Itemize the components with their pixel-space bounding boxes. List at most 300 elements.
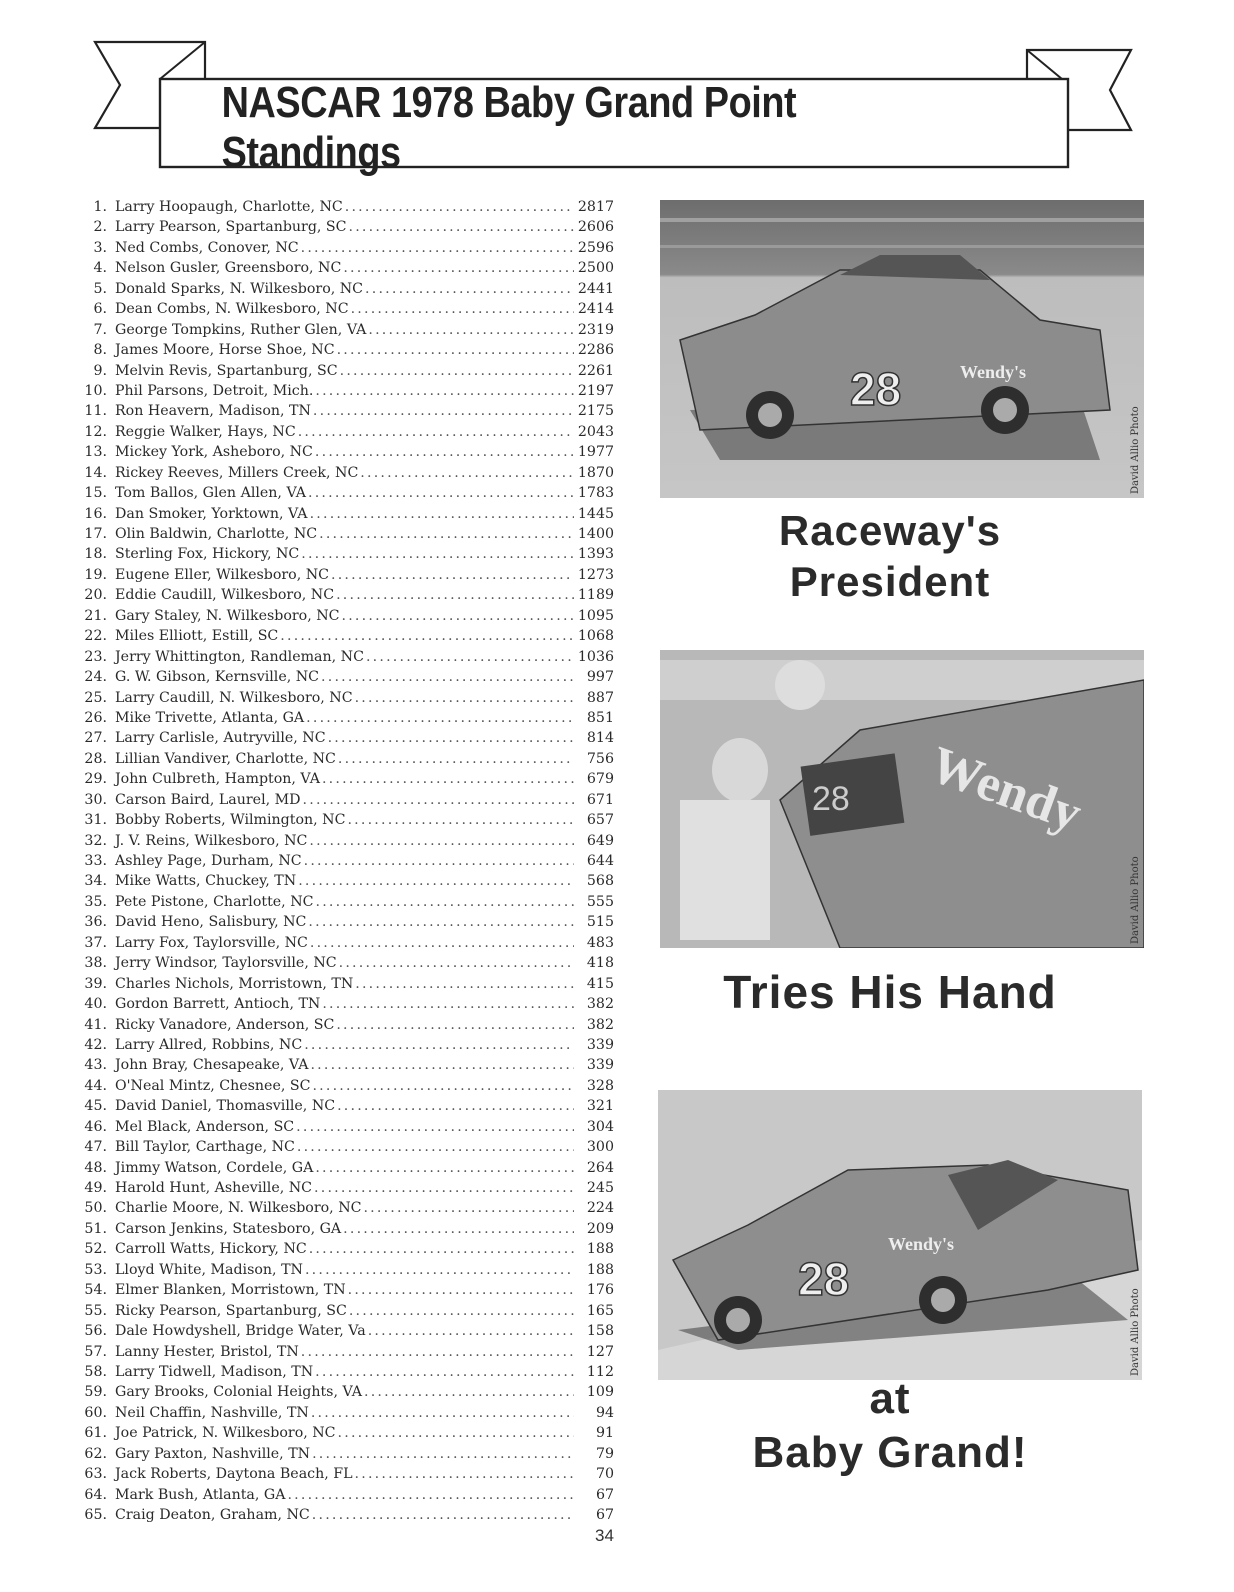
points-value: 1036 xyxy=(577,648,614,665)
rank-number: 60. xyxy=(84,1404,107,1421)
rank-number: 29. xyxy=(84,771,107,788)
driver-name-hometown: Pete Pistone, Charlotte, NC xyxy=(115,893,314,910)
car-number-28: 28 xyxy=(850,363,902,415)
rank-number: 8. xyxy=(93,342,107,359)
driver-name-hometown: Harold Hunt, Asheville, NC xyxy=(115,1180,313,1196)
driver-name-hometown: Dean Combs, N. Wilkesboro, NC xyxy=(115,301,349,318)
rank-number: 10. xyxy=(84,382,107,399)
headline-line: Baby Grand! xyxy=(752,1427,1028,1477)
driver-name-hometown: Carroll Watts, Hickory, NC xyxy=(115,1241,307,1258)
driver-name-hometown: Larry Hoopaugh, Charlotte, NC xyxy=(115,199,343,215)
standings-row xyxy=(74,565,614,585)
driver-name-hometown: Miles Elliott, Estill, SC xyxy=(115,628,279,645)
standings-row xyxy=(74,647,614,667)
rank-number: 56. xyxy=(84,1323,107,1340)
driver-name-hometown: Carson Jenkins, Statesboro, GA xyxy=(115,1220,342,1237)
standings-row xyxy=(74,340,614,360)
driver-name-hometown: Dan Smoker, Yorktown, VA xyxy=(115,505,308,522)
points-value: 415 xyxy=(586,975,614,992)
rank-number: 21. xyxy=(84,607,107,624)
dot-leader xyxy=(351,299,574,319)
dot-leader xyxy=(310,1055,574,1075)
points-value: 555 xyxy=(586,893,614,910)
standings-row xyxy=(74,790,614,810)
page-number: 34 xyxy=(595,1526,614,1545)
dot-leader xyxy=(347,810,574,830)
standings-row xyxy=(74,974,614,994)
standings-row xyxy=(74,361,614,381)
dot-leader xyxy=(310,933,574,953)
dot-leader xyxy=(313,401,574,421)
points-value: 339 xyxy=(586,1036,614,1053)
points-value: 418 xyxy=(586,955,614,972)
driver-name-hometown: Melvin Revis, Spartanburg, SC xyxy=(115,362,338,379)
points-value: 94 xyxy=(595,1404,614,1421)
standings-row xyxy=(74,1444,614,1464)
standings-row xyxy=(74,1158,614,1178)
points-value: 127 xyxy=(586,1343,614,1360)
dot-leader xyxy=(315,1362,574,1382)
rank-number: 17. xyxy=(84,526,107,542)
points-value: 2197 xyxy=(577,382,614,399)
rank-number: 34. xyxy=(84,873,107,890)
dot-leader xyxy=(312,1505,574,1525)
dot-leader xyxy=(345,197,574,217)
standings-row xyxy=(74,1198,614,1218)
points-value: 2500 xyxy=(577,260,614,277)
rank-number: 38. xyxy=(84,955,107,972)
dot-leader xyxy=(303,790,574,810)
points-value: 756 xyxy=(586,750,614,767)
dot-leader xyxy=(304,851,574,871)
points-value: 67 xyxy=(595,1486,614,1503)
driver-name-hometown: Ron Heavern, Madison, TN xyxy=(115,403,311,420)
driver-name-hometown: Eugene Eller, Wilkesboro, NC xyxy=(115,566,330,583)
standings-row xyxy=(74,1301,614,1321)
rank-number: 14. xyxy=(84,464,107,481)
rank-number: 9. xyxy=(93,362,107,379)
car-number-28: 28 xyxy=(798,1253,850,1305)
dot-leader xyxy=(355,974,574,994)
driver-name-hometown: Mike Watts, Chuckey, TN xyxy=(115,873,297,890)
rank-number: 63. xyxy=(84,1466,107,1483)
standings-row xyxy=(74,831,614,851)
dot-leader xyxy=(312,1444,574,1464)
rank-number: 7. xyxy=(93,321,107,338)
driver-name-hometown: Neil Chaffin, Nashville, TN xyxy=(115,1404,309,1421)
standings-row xyxy=(74,769,614,789)
driver-name-hometown: Charlie Moore, N. Wilkesboro, NC xyxy=(115,1200,362,1217)
rank-number: 18. xyxy=(84,546,107,563)
rank-number: 46. xyxy=(84,1118,107,1135)
points-value: 2261 xyxy=(577,362,614,379)
standings-row xyxy=(74,544,614,564)
points-value: 1977 xyxy=(577,444,614,461)
rank-number: 6. xyxy=(93,301,107,318)
standings-row xyxy=(74,217,614,237)
standings-row xyxy=(74,708,614,728)
rank-number: 65. xyxy=(84,1507,107,1523)
dot-leader xyxy=(355,688,574,708)
points-value: 109 xyxy=(586,1384,614,1401)
driver-name-hometown: Mel Black, Anderson, SC xyxy=(115,1118,295,1135)
dot-leader xyxy=(298,422,574,442)
points-value: 887 xyxy=(586,689,614,706)
rank-number: 62. xyxy=(84,1445,107,1462)
headline-middle: Tries His Hand xyxy=(723,966,1057,1018)
standings-row xyxy=(74,1219,614,1239)
points-value: 1870 xyxy=(577,464,614,481)
points-value: 209 xyxy=(586,1220,614,1237)
dot-leader xyxy=(340,361,574,381)
rank-number: 1. xyxy=(93,199,107,215)
points-value: 2414 xyxy=(577,301,614,318)
driver-name-hometown: Elmer Blanken, Morristown, TN xyxy=(115,1282,346,1299)
driver-name-hometown: Donald Sparks, N. Wilkesboro, NC xyxy=(115,280,364,297)
driver-name-hometown: Jerry Windsor, Taylorsville, NC xyxy=(115,955,337,972)
points-value: 483 xyxy=(586,934,614,951)
driver-name-hometown: Dale Howdyshell, Bridge Water, Va xyxy=(115,1323,366,1340)
standings-row xyxy=(74,892,614,912)
driver-name-hometown: Gary Paxton, Nashville, TN xyxy=(115,1445,311,1462)
driver-name-hometown: Larry Tidwell, Madison, TN xyxy=(115,1363,314,1380)
driver-name-hometown: Bill Taylor, Carthage, NC xyxy=(115,1139,295,1156)
standings-row xyxy=(74,749,614,769)
points-value: 2175 xyxy=(577,403,614,420)
points-value: 264 xyxy=(586,1159,614,1176)
driver-name-hometown: Carson Baird, Laurel, MD xyxy=(115,791,301,808)
driver-name-hometown: Mike Trivette, Atlanta, GA xyxy=(115,709,305,726)
driver-name-hometown: Larry Fox, Taylorsville, NC xyxy=(115,934,308,951)
dot-leader xyxy=(308,483,574,503)
dot-leader xyxy=(328,728,574,748)
rank-number: 19. xyxy=(84,566,107,583)
points-value: 245 xyxy=(586,1180,614,1196)
points-value: 2596 xyxy=(577,239,614,256)
standings-row xyxy=(74,1096,614,1116)
standings-row xyxy=(74,1035,614,1055)
rank-number: 2. xyxy=(93,219,107,236)
driver-name-hometown: David Daniel, Thomasville, NC xyxy=(115,1098,336,1115)
standings-row xyxy=(74,1117,614,1137)
driver-name-hometown: Eddie Caudill, Wilkesboro, NC xyxy=(115,587,335,604)
points-value: 176 xyxy=(586,1282,614,1299)
driver-name-hometown: Tom Ballos, Glen Allen, VA xyxy=(115,485,306,502)
rank-number: 15. xyxy=(84,485,107,502)
headline-bottom xyxy=(650,1372,1130,1479)
driver-name-hometown: Phil Parsons, Detroit, Mich. xyxy=(115,382,314,399)
points-value: 657 xyxy=(586,812,614,829)
dot-leader xyxy=(339,953,574,973)
points-value: 112 xyxy=(586,1363,614,1380)
driver-name-hometown: Larry Caudill, N. Wilkesboro, NC xyxy=(115,689,353,706)
driver-name-hometown: Lanny Hester, Bristol, TN xyxy=(115,1343,299,1360)
standings-row xyxy=(74,483,614,503)
photo-credit: David Allio Photo xyxy=(1130,1288,1141,1376)
standings-row xyxy=(74,1076,614,1096)
dot-leader xyxy=(304,1035,574,1055)
dot-leader xyxy=(331,565,574,585)
standings-row xyxy=(74,626,614,646)
standings-row xyxy=(74,381,614,401)
rank-number: 35. xyxy=(84,893,107,910)
driver-name-hometown: Lillian Vandiver, Charlotte, NC xyxy=(115,750,336,767)
rank-number: 64. xyxy=(84,1486,107,1503)
rank-number: 23. xyxy=(84,648,107,665)
driver-name-hometown: G. W. Gibson, Kernsville, NC xyxy=(115,669,320,686)
standings-row xyxy=(74,1055,614,1075)
rank-number: 13. xyxy=(84,444,107,461)
dot-leader xyxy=(311,1403,574,1423)
points-value: 158 xyxy=(586,1323,614,1340)
rank-number: 39. xyxy=(84,975,107,992)
rank-number: 27. xyxy=(84,730,107,747)
dot-leader xyxy=(337,1096,574,1116)
standings-row xyxy=(74,279,614,299)
dot-leader xyxy=(296,1117,574,1137)
rank-number: 49. xyxy=(84,1180,107,1196)
rank-number: 26. xyxy=(84,709,107,726)
rank-number: 12. xyxy=(84,423,107,440)
points-value: 339 xyxy=(586,1057,614,1074)
points-value: 1400 xyxy=(577,526,614,542)
rank-number: 59. xyxy=(84,1384,107,1401)
dot-leader xyxy=(343,1219,574,1239)
driver-name-hometown: Gordon Barrett, Antioch, TN xyxy=(115,996,321,1013)
points-value: 1095 xyxy=(577,607,614,624)
driver-name-hometown: Gary Brooks, Colonial Heights, VA xyxy=(115,1384,362,1401)
driver-name-hometown: Larry Allred, Robbins, NC xyxy=(115,1036,303,1053)
standings-row xyxy=(74,1178,614,1198)
dot-leader xyxy=(349,1301,574,1321)
dot-leader xyxy=(343,258,574,278)
rank-number: 61. xyxy=(84,1425,107,1442)
driver-name-hometown: Larry Carlisle, Autryville, NC xyxy=(115,730,326,747)
standings-row xyxy=(74,1239,614,1259)
dot-leader xyxy=(312,1076,574,1096)
standings-row xyxy=(74,912,614,932)
driver-name-hometown: Ricky Pearson, Spartanburg, SC xyxy=(115,1302,347,1319)
rank-number: 53. xyxy=(84,1261,107,1278)
standings-row xyxy=(74,994,614,1014)
driver-name-hometown: Charles Nichols, Morristown, TN xyxy=(115,975,354,992)
points-value: 382 xyxy=(586,996,614,1013)
points-value: 814 xyxy=(586,730,614,747)
standings-row xyxy=(74,1015,614,1035)
standings-row xyxy=(74,1382,614,1402)
driver-name-hometown: Jerry Whittington, Randleman, NC xyxy=(115,648,364,665)
points-value: 515 xyxy=(586,914,614,931)
rank-number: 30. xyxy=(84,791,107,808)
standings-row xyxy=(74,463,614,483)
dot-leader xyxy=(315,892,574,912)
standings-row xyxy=(74,401,614,421)
dot-leader xyxy=(322,769,574,789)
rank-number: 58. xyxy=(84,1363,107,1380)
rank-number: 16. xyxy=(84,505,107,522)
points-value: 649 xyxy=(586,832,614,849)
standings-row xyxy=(74,1342,614,1362)
dot-leader xyxy=(366,647,574,667)
rank-number: 45. xyxy=(84,1098,107,1115)
dot-leader xyxy=(336,1015,574,1035)
dot-leader xyxy=(349,217,574,237)
driver-name-hometown: Craig Deaton, Graham, NC xyxy=(115,1507,310,1523)
standings-list xyxy=(74,197,614,1525)
rank-number: 22. xyxy=(84,628,107,645)
driver-name-hometown: Mark Bush, Atlanta, GA xyxy=(115,1486,286,1503)
dot-leader xyxy=(322,994,574,1014)
rank-number: 31. xyxy=(84,812,107,829)
photo-credit: David Allio Photo xyxy=(1130,856,1141,944)
standings-row xyxy=(74,299,614,319)
photo-credit: David Allio Photo xyxy=(1130,406,1141,494)
dot-leader xyxy=(337,340,574,360)
rank-number: 40. xyxy=(84,996,107,1013)
title-banner xyxy=(0,0,1234,180)
points-value: 851 xyxy=(586,709,614,726)
standings-row xyxy=(74,320,614,340)
standings-row xyxy=(74,1403,614,1423)
points-value: 568 xyxy=(586,873,614,890)
sponsor-logo-text: Wendy's xyxy=(888,1234,955,1254)
race-car-image xyxy=(660,200,1144,498)
rank-number: 37. xyxy=(84,934,107,951)
driver-name-hometown: Reggie Walker, Hays, NC xyxy=(115,423,296,440)
dot-leader xyxy=(321,667,574,687)
driver-name-hometown: Ned Combs, Conover, NC xyxy=(115,239,299,256)
points-value: 224 xyxy=(586,1200,614,1217)
rank-number: 42. xyxy=(84,1036,107,1053)
standings-row xyxy=(74,606,614,626)
standings-row xyxy=(74,688,614,708)
driver-name-hometown: Bobby Roberts, Wilmington, NC xyxy=(115,812,346,829)
rank-number: 4. xyxy=(93,260,107,277)
points-value: 1445 xyxy=(577,505,614,522)
rank-number: 11. xyxy=(84,403,107,420)
dot-leader xyxy=(287,1485,574,1505)
rank-number: 47. xyxy=(84,1139,107,1156)
dot-leader xyxy=(309,831,574,851)
standings-row xyxy=(74,1280,614,1300)
dot-leader xyxy=(336,585,574,605)
dot-leader xyxy=(363,1198,574,1218)
dot-leader xyxy=(297,1137,574,1157)
rank-number: 28. xyxy=(84,750,107,767)
standings-row xyxy=(74,1362,614,1382)
points-value: 70 xyxy=(595,1466,614,1483)
standings-row xyxy=(74,1423,614,1443)
points-value: 1393 xyxy=(577,546,614,563)
dot-leader xyxy=(308,912,574,932)
points-value: 67 xyxy=(595,1507,614,1523)
points-value: 2043 xyxy=(577,423,614,440)
driver-name-hometown: George Tompkins, Ruther Glen, VA xyxy=(115,321,367,338)
sponsor-logo-text: Wendy xyxy=(922,735,1089,843)
dot-leader xyxy=(315,442,574,462)
points-value: 188 xyxy=(586,1261,614,1278)
rank-number: 52. xyxy=(84,1241,107,1258)
dot-leader xyxy=(306,708,574,728)
rank-number: 20. xyxy=(84,587,107,604)
rank-number: 32. xyxy=(84,832,107,849)
dot-leader xyxy=(319,524,574,544)
points-value: 1068 xyxy=(577,628,614,645)
points-value: 382 xyxy=(586,1016,614,1033)
points-value: 671 xyxy=(586,791,614,808)
headline-line: Raceway's xyxy=(778,507,1002,554)
standings-row xyxy=(74,238,614,258)
dot-leader xyxy=(355,1464,574,1484)
standings-row xyxy=(74,1505,614,1525)
points-value: 91 xyxy=(595,1425,614,1442)
driver-name-hometown: David Heno, Salisbury, NC xyxy=(115,914,307,931)
dot-leader xyxy=(314,1178,574,1198)
standings-row xyxy=(74,933,614,953)
points-value: 644 xyxy=(586,853,614,869)
rank-number: 54. xyxy=(84,1282,107,1299)
points-value: 997 xyxy=(586,669,614,686)
rank-number: 57. xyxy=(84,1343,107,1360)
rank-number: 50. xyxy=(84,1200,107,1217)
rank-number: 33. xyxy=(84,853,107,869)
points-value: 79 xyxy=(595,1445,614,1462)
race-car-image xyxy=(658,1090,1142,1380)
points-value: 321 xyxy=(586,1098,614,1115)
sponsor-logo-text: Wendy's xyxy=(960,362,1027,382)
headline-line: President xyxy=(789,558,991,606)
photo-race-car-track xyxy=(660,200,1144,498)
standings-row xyxy=(74,851,614,871)
rank-number: 48. xyxy=(84,1159,107,1176)
standings-row xyxy=(74,953,614,973)
dot-leader xyxy=(280,626,574,646)
dot-leader xyxy=(368,320,574,340)
dot-leader xyxy=(309,1239,574,1259)
standings-row xyxy=(74,1464,614,1484)
dot-leader xyxy=(338,749,574,769)
points-value: 2817 xyxy=(577,199,614,215)
headline-top xyxy=(650,505,1130,607)
driver-name-hometown: Nelson Gusler, Greensboro, NC xyxy=(115,260,342,277)
car-number-28: 28 xyxy=(812,780,850,818)
standings-row xyxy=(74,258,614,278)
dot-leader xyxy=(298,871,574,891)
driver-name-hometown: Gary Staley, N. Wilkesboro, NC xyxy=(115,607,340,624)
rank-number: 55. xyxy=(84,1302,107,1319)
driver-name-hometown: Ashley Page, Durham, NC xyxy=(115,853,302,869)
standings-row xyxy=(74,1137,614,1157)
dot-leader xyxy=(348,1280,574,1300)
dot-leader xyxy=(360,463,574,483)
headline-line: at xyxy=(869,1374,911,1423)
points-value: 2286 xyxy=(577,342,614,359)
driver-name-hometown: Ricky Vanadore, Anderson, SC xyxy=(115,1016,335,1033)
dot-leader xyxy=(365,279,574,299)
points-value: 679 xyxy=(586,771,614,788)
standings-row xyxy=(74,810,614,830)
standings-row xyxy=(74,871,614,891)
dot-leader xyxy=(305,1260,574,1280)
driver-name-hometown: Joe Patrick, N. Wilkesboro, NC xyxy=(115,1425,336,1442)
page-title: NASCAR 1978 Baby Grand Point Standings xyxy=(221,78,797,177)
rank-number: 41. xyxy=(84,1016,107,1033)
dot-leader xyxy=(315,381,574,401)
standings-row xyxy=(74,728,614,748)
rank-number: 43. xyxy=(84,1057,107,1074)
standings-row xyxy=(74,585,614,605)
driver-name-hometown: Olin Baldwin, Charlotte, NC xyxy=(115,526,318,542)
